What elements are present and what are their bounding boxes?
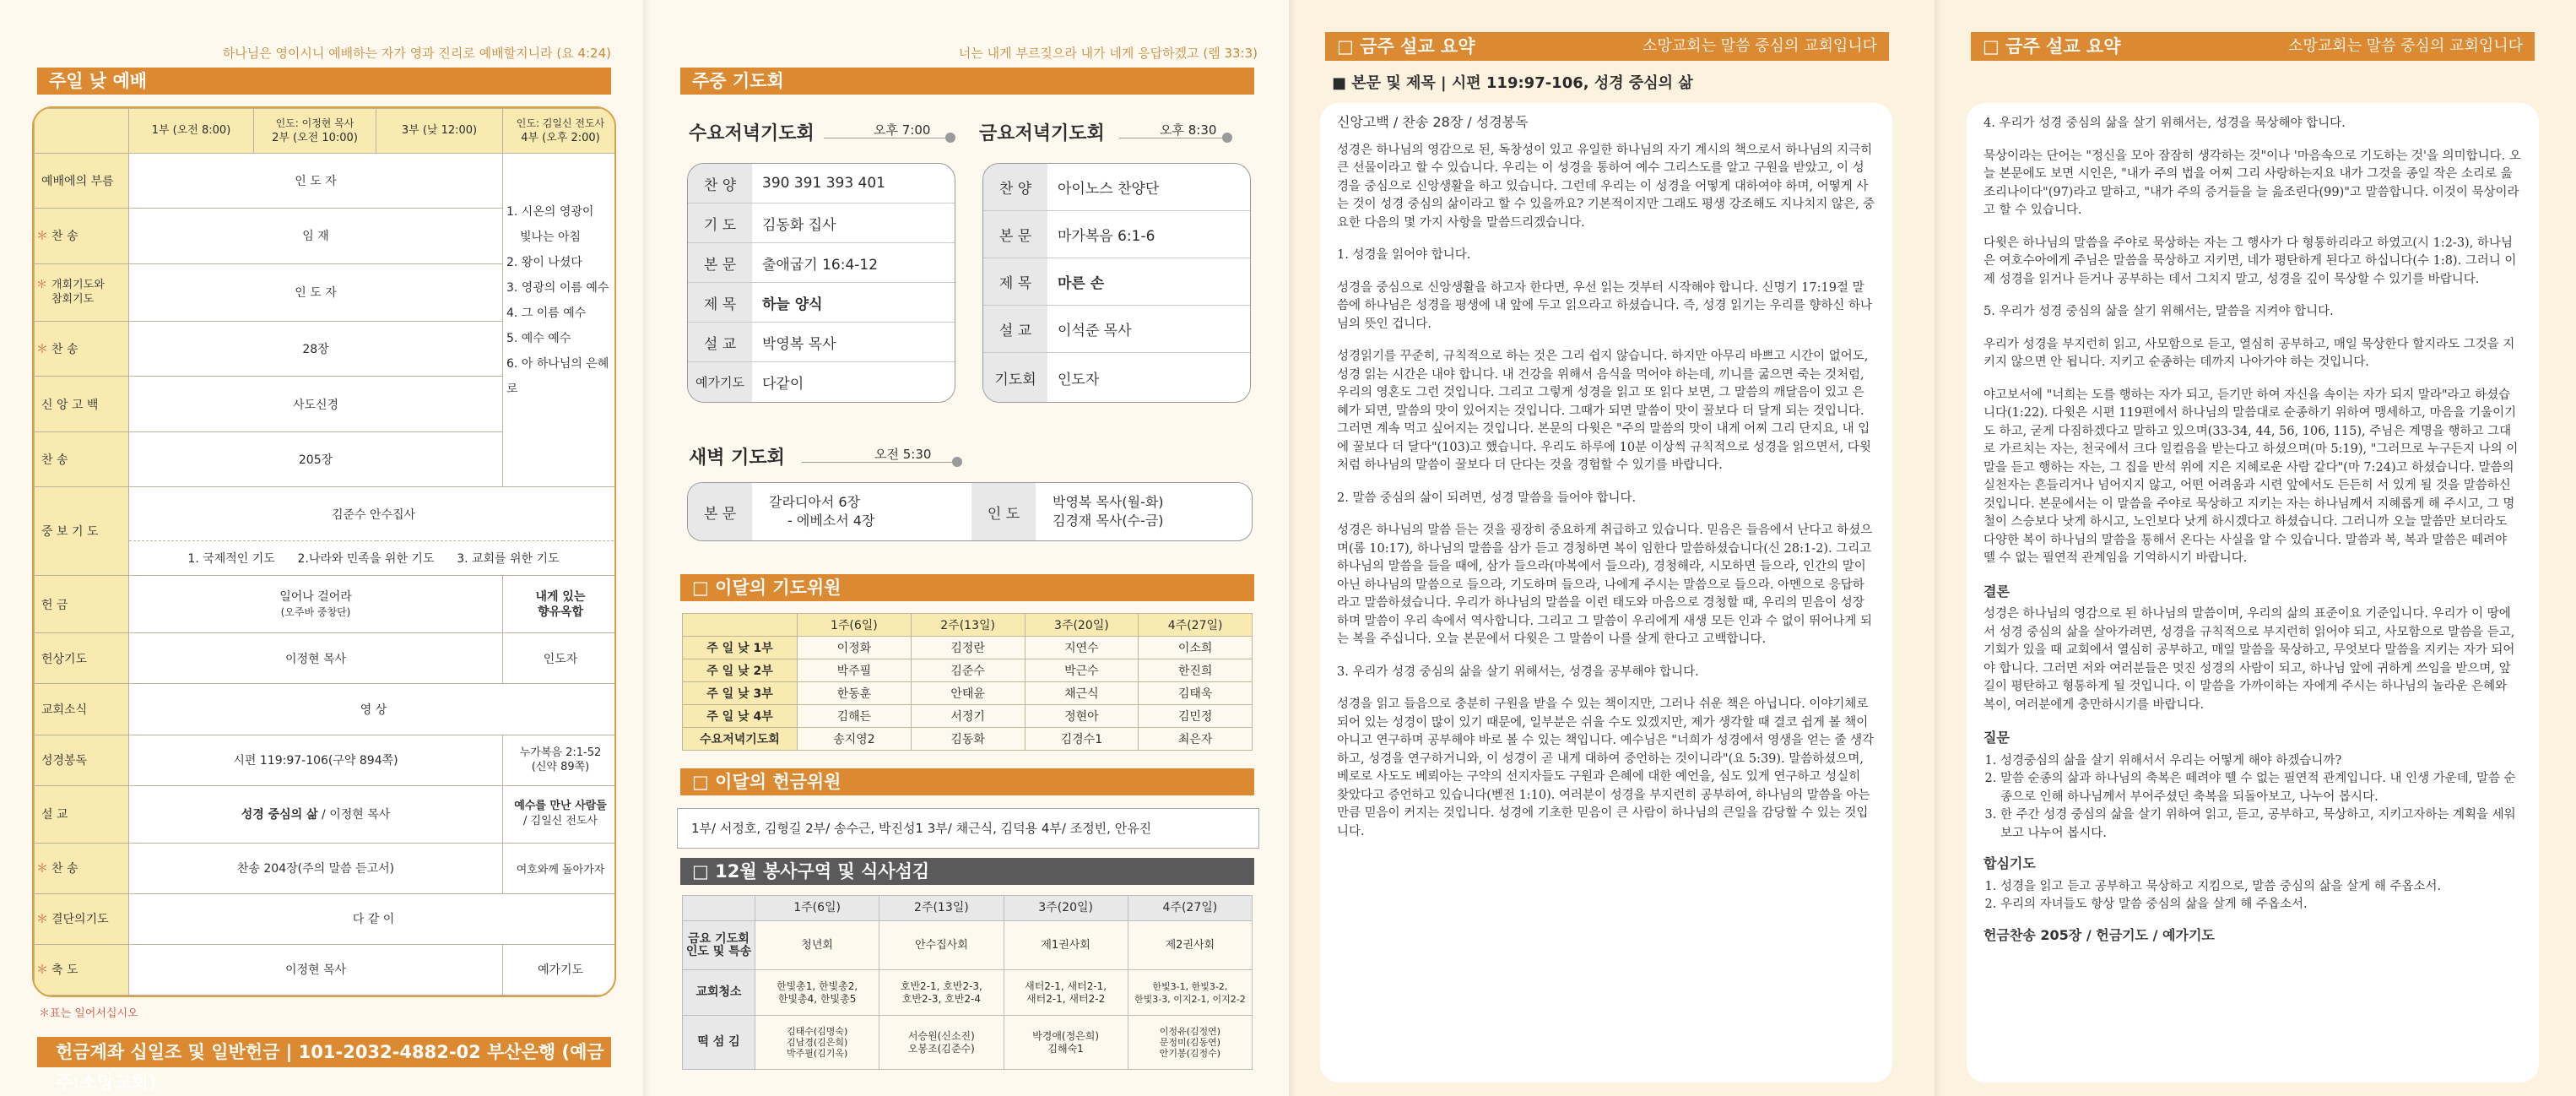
- row-value: 출애굽기 16:4-12: [762, 256, 879, 274]
- label-text: 찬 송: [51, 342, 78, 356]
- row-label: [35, 487, 129, 576]
- wed-row: [688, 164, 955, 203]
- stand-marker: ＊: [36, 862, 48, 876]
- section-title-2: 주중 기도회: [680, 68, 1254, 95]
- cell: 박근수: [1025, 659, 1139, 682]
- row-value: 찬송 204장(주의 말씀 듣고서): [129, 843, 503, 893]
- row-value: 마른 손: [1058, 275, 1105, 292]
- panel-sunday-worship: [0, 0, 643, 1096]
- cell: 김해든: [798, 705, 912, 728]
- col-head-2-leader: 인도: 이정현 목사: [275, 117, 354, 129]
- row-label: [35, 209, 129, 264]
- stand-marker: ＊: [36, 913, 48, 927]
- row-key: 설 교: [688, 323, 752, 361]
- sermon-title: 성경 중심의 삶: [241, 808, 318, 822]
- cell: 김동화: [911, 728, 1025, 751]
- sermon-header-title: □ 금주 설교 요약: [1983, 36, 2121, 57]
- row-label: 주 일 낮 1부: [683, 637, 798, 659]
- row-value-right: 인도자: [503, 633, 617, 684]
- row-key: 예가기도: [688, 362, 752, 402]
- hymn-list-4: [503, 153, 617, 487]
- verse-header-2: 너는 내게 부르짖으라 내가 네게 응답하겠고 (렘 33:3): [958, 46, 1258, 61]
- row-key: 인 도: [971, 483, 1036, 540]
- label-text: 헌상기도: [41, 652, 88, 666]
- row-label: 주 일 낮 3부: [683, 682, 798, 705]
- cell: 제1권사회: [1004, 921, 1128, 970]
- closing-line: 헌금찬송 205장 / 헌금기도 / 예가기도: [1983, 926, 2215, 943]
- offering-committee-list: 1부/ 서정호, 김형길 2부/ 송수근, 박진성1 3부/ 채근식, 김덕용 4부/ 조정빈, 안유진: [677, 808, 1259, 849]
- label-text: 찬 송: [51, 230, 78, 244]
- monthly-prayer-title: □ 이달의 기도위원: [680, 574, 1254, 601]
- row-value: 사도신경: [129, 377, 503, 432]
- fold-shadow: [1289, 0, 1301, 1096]
- offering-music: [129, 576, 503, 633]
- sermon-paragraph: 성경은 하나님의 말씀 듣는 것을 굉장히 중요하게 취급하고 있습니다. 믿음은 들음에서 난다고 하셨으며(롬 10:17), 하나님의 말씀을 삼가 듣고 경청하면 복이 임한다 말씀하셨습니다(신 28:1-2). 그리고 하나님의 말씀을 들을 때에, 삼가 들으라(마복에서 들으라), 경청해라, 시모하면 들으라, 인간의 말이 아닌 하나님의 말씀으로 들으라, 기도하며 들으라, 나에게 주시는 말씀으로 들으라. 아멘으로 응답하라고 말씀하셨습니다. 우리가 하나님의 말씀을 이런 태도와 마음으로 경청할 때, 우리의 믿음이 성장하며 말씀이 우리 속에서 역사합니다. 그리고 그 말씀이 우리에게 새생 모든 인과 수 없이 뛰어나게 되는 복을 주십니다. 오늘 본문에서 다윗은 그 말씀이 나를 살게 한다고 고백합니다.: [1337, 524, 1873, 646]
- row-value: 아이노스 찬양단: [1058, 181, 1160, 198]
- row-key: 제 목: [983, 258, 1047, 305]
- prayer-item: 2. 우리의 자녀들도 항상 말씀 중심의 삶을 살게 해 주옵소서.: [2000, 896, 2522, 914]
- prayer-list: [1983, 878, 2522, 914]
- row-label: [35, 785, 129, 843]
- fri-row: [983, 258, 1250, 306]
- offering-committee-title: □ 이달의 헌금위원: [680, 768, 1254, 795]
- dawn-leader-2: 김경재 목사(수-금): [1053, 513, 1164, 529]
- sermon-paragraph: 야고보서에 "너희는 도를 행하는 자가 되고, 듣기만 하여 자신을 속이는 자가 되지 말라"라고 하셨습니다(1:22). 다윗은 시편 119편에서 하나님의 말씀대로 순종하기 위하여 맹세하고, 마음을 기울이기도 하고, 굳게 다짐하겠다고 말하고 있으며(33-34, 44, 56, 106, 115), 주님은 계명을 행하고 그대로 가르치는 자는, 천국에서 크다 일컬음을 받는다고 하셨으며(마 5:19), "그러므로 누구든지 나의 이 말을 듣고 행하는 자는, 그 집을 반석 위에 지은 지혜로운 사람 같다"(마 7:24)고 하셨습니다. 말씀의 실천자는 흔들리거나 넘어지지 않고, 어떤 어려움과 시련 앞에서도 든든히 서 있게 될 것을 말씀하신 것입니다. 본문에서는 이 말씀을 주야로 묵상하고 지키는 자는 하나님께서 지혜롭게 해 주시고, 그 명철이 스승보다 낫게 하시고, 노인보다 낫게 하시겠다고 하셨습니다. 그러니까 오늘 말씀만 보더라도 다양한 복이 하나님의 말씀을 통해서 온다는 사실을 알 수 있습니다. 말씀과 복, 복과 말씀은 떼려야 뗄 수 없는 필연적 관계임을 기억하시기 바랍니다.: [1983, 388, 2519, 565]
- mh: 4주(27일): [1139, 614, 1253, 637]
- row-label: [35, 893, 129, 944]
- church-motto: 소망교회는 말씀 중심의 교회입니다: [2288, 37, 2523, 55]
- sermon-paragraph: 우리가 성경을 부지런히 읽고, 사모함으로 듣고, 열심히 공부하고, 매일 묵상한다 할지라도 그것을 지키지 않으면 안 됩니다. 지키고 순종하는 데까지 나아가야 하는 것입니다.: [1983, 337, 2515, 369]
- row-value: 인도자: [1058, 371, 1100, 388]
- conclusion-text: 성경은 하나님의 영감으로 된 하나님의 말씀이며, 우리의 삶의 표준이요 기준입니다. 우리가 이 땅에서 성경 중심의 삶을 살아가려면, 성경을 규칙적으로 부지런히 읽어야 되고, 사모함으로 말씀을 듣고, 기회가 있을 때 교회에서 열심히 공부하고, 매일 말씀을 묵상하고, 무엇보다 말씀을 지키는 자가 되어야 합니다. 그러면 저와 여러분들은 멋진 성경의 사람이 되고, 하나님 앞에 귀하게 쓰임을 받으며, 앞길이 평탄하고 형통하게 될 것입니다. 이 말씀을 가까이하는 자에게 주시는 하나님의 놀라운 은혜와 복이, 여러분에게 충만하시기를 바랍니다.: [1983, 607, 2515, 712]
- volunteer-title: □ 12월 봉사구역 및 식사섬김: [680, 858, 1254, 885]
- row-key: 찬 양: [688, 164, 752, 203]
- standing-note: ＊표는 일어서십시오: [39, 1007, 138, 1020]
- questions-list: [1983, 752, 2522, 844]
- row-value: 205장: [129, 431, 503, 487]
- vh: 1주(6일): [755, 896, 879, 921]
- sermon-point: 4. 우리가 성경 중심의 삶을 살기 위해서는, 성경을 묵상해야 합니다.: [1983, 117, 2346, 130]
- mh: 3주(20일): [1025, 614, 1139, 637]
- cell: 한진희: [1139, 659, 1253, 682]
- label-text: 헌 금: [41, 598, 68, 612]
- wed-time: 오후 7:00: [874, 122, 931, 138]
- church-motto: 소망교회는 말씀 중심의 교회입니다: [1642, 37, 1877, 55]
- sermon-paragraph: 성경읽기를 꾸준히, 규칙적으로 하는 것은 그리 쉽지 않습니다. 하지만 아무리 바쁘고 시간이 없어도, 성경 읽는 시간은 내야 합니다. 내 건강을 위해서 음식을 먹어야 하는데, 끼니를 굶으면 죽는 것처럼, 우리의 영혼도 그런 것입니다. 그리고 그렇게 성경을 읽고 또 읽다 보면, 그 말씀의 깨달음이 있고 은혜가 되면, 말씀의 맛이 있어지는 것입니다. 그때가 되면 말씀이 맛이 꿀보다 더 달게 되는 것입니다. 그러면 계속 먹고 싶어지는 것입니다. 본문의 다윗은 "주의 말씀의 맛이 내게 어찌 그리 단지요, 내 입에 꿀보다 더 달다"(103)고 했습니다. 우리도 하루에 10분 이상씩 규칙적으로 성경을 읽으면서, 다윗처럼 하나님의 말씀이 꿀보다 더 단다는 것을 경험할 수 있기를 바랍니다.: [1337, 350, 1871, 472]
- col-head-1: 1부 (오전 8:00): [129, 109, 254, 154]
- row-value: 김동화 집사: [762, 216, 836, 234]
- cell: 김태욱: [1139, 682, 1253, 705]
- dawn-leaders: [1036, 483, 1164, 540]
- section-title: 주일 낮 예배: [37, 68, 611, 95]
- label-text: 축 도: [51, 963, 78, 978]
- row-value: 하늘 양식: [762, 296, 823, 313]
- cell: 한빛3-1, 한빛3-2, 한빛3-3, 이지2-1, 이지2-2: [1128, 970, 1252, 1016]
- cell: 정현아: [1025, 705, 1139, 728]
- row-value: 이석준 목사: [1058, 323, 1132, 339]
- row-value: 이정현 목사: [129, 633, 503, 684]
- dot: [1222, 133, 1232, 143]
- fri-row: [983, 306, 1250, 353]
- row-value: 임 재: [129, 209, 503, 264]
- row-label: [35, 576, 129, 633]
- label-text: 성경봉독: [41, 754, 88, 768]
- hymn-item: 3. 영광의 이름 예수: [506, 280, 609, 295]
- offering-title: 일어나 걸어라: [279, 589, 352, 604]
- prayer-item: 3. 교회를 위한 기도: [457, 552, 560, 567]
- fri-prayer-title: 금요저녁기도회: [979, 123, 1105, 144]
- col-head-4-leader: 인도: 김일신 전도사: [516, 117, 605, 129]
- cell: 이소희: [1139, 637, 1253, 659]
- sermon-title-cell: [129, 785, 503, 843]
- sermon-point: 2. 말씀 중심의 삶이 되려면, 성경 말씀을 들어야 합니다.: [1337, 491, 1637, 505]
- cell: 박경애(정은희) 김해숙1: [1004, 1016, 1128, 1070]
- fri-row: [983, 164, 1250, 211]
- label-text: 신 앙 고 백: [41, 398, 99, 412]
- dawn-prayer-box: [687, 482, 1253, 541]
- row-label: [35, 633, 129, 684]
- question-item: 1. 성경중심의 삶을 살기 위해서서 우리는 어떻게 해야 하겠습니까?: [2000, 752, 2522, 771]
- row-value-right: 여호와께 돌아가자: [503, 843, 617, 893]
- row-label: [35, 735, 129, 785]
- col-head-2-time: 2부 (오전 10:00): [272, 131, 358, 144]
- hymn-item: 5. 예수 예수: [506, 331, 571, 345]
- fri-row: [983, 211, 1250, 258]
- wed-row: [688, 243, 955, 283]
- row-label: 교회청소: [683, 970, 755, 1016]
- row-key: 기 도: [688, 203, 752, 242]
- offering-sub: (오주바 중창단): [280, 605, 351, 618]
- hymn-item: 4. 그 이름 예수: [506, 306, 587, 320]
- row-key: 기도회: [983, 353, 1047, 402]
- mh: 1주(6일): [798, 614, 912, 637]
- row-label: 주 일 낮 2부: [683, 659, 798, 682]
- label-text: 중 보 기 도: [41, 525, 99, 540]
- vh: 3주(20일): [1004, 896, 1128, 921]
- cell: 제2권사회: [1128, 921, 1252, 970]
- mh: 2주(13일): [911, 614, 1025, 637]
- cell: 최은자: [1139, 728, 1253, 751]
- row-key: 본 문: [983, 211, 1047, 258]
- cell: 청년회: [755, 921, 879, 970]
- row-label: [35, 843, 129, 893]
- row-value: 이정현 목사: [129, 944, 503, 995]
- fri-time: 오후 8:30: [1160, 122, 1217, 138]
- row-value: 인 도 자: [129, 263, 503, 321]
- col-head-2: [254, 109, 376, 154]
- cell: 새터2-1, 새터2-1, 새터2-1, 새터2-2: [1004, 970, 1128, 1016]
- stand-marker: ＊: [36, 342, 48, 356]
- row-label: [35, 431, 129, 487]
- monthly-prayer-table: [682, 613, 1253, 751]
- cell: 서정기: [911, 705, 1025, 728]
- offering-account-bar: 헌금계좌 십일조 및 일반헌금 | 101-2032-4882-02 부산은행 (예금주:소망교회): [37, 1037, 611, 1067]
- row-value: 시편 119:97-106(구약 894쪽): [129, 735, 503, 785]
- sermon-card-1: [1320, 103, 1892, 1082]
- label-text: 결단의기도: [51, 913, 109, 927]
- question-item: 3. 한 주간 성경 중심의 삶을 살기 위하여 읽고, 듣고, 공부하고, 묵상하고, 지키고자하는 계획을 세워보고 나누어 봅시다.: [2000, 806, 2522, 843]
- sermon-body-2: [1983, 115, 2522, 944]
- sermon-paragraph: 다윗은 하나님의 말씀을 주야로 묵상하는 자는 그 행사가 다 형통하리라고 하였고(시 1:2-3), 하나님은 여호수아에게 주님은 말씀을 묵상하고 지키면, 네가 평탄하게 된다고 하십니다(수 1:8). 그러니 이제 성경을 읽거나 듣거나 공부하는 데서 그치지 말고, 성경을 깊이 묵상할 수 있기를 바랍니다.: [1983, 236, 2517, 286]
- hymn-item: 6. 아 하나님의 은혜로: [506, 356, 609, 396]
- row-label: [35, 321, 129, 377]
- questions-heading: 질문: [1983, 730, 2010, 746]
- row-label: [35, 944, 129, 995]
- wed-row: [688, 362, 955, 402]
- row-label: 주 일 낮 4부: [683, 705, 798, 728]
- label-text: 개회기도와 참회기도: [51, 279, 105, 307]
- row-value: 인 도 자: [129, 153, 503, 209]
- cell: 김준수: [911, 659, 1025, 682]
- sermon-intro: 신앙고백 / 찬송 28장 / 성경봉독: [1337, 114, 1529, 130]
- sermon-paragraph: 묵상이라는 단어는 "정신을 모아 잠잠히 생각하는 것"이나 '마음속으로 기도하는 것'을 의미합니다. 오늘 본문에도 보면 시인은, "내가 주의 법을 어찌 그리 사랑하는지요 내가 그것을 종일 작은 소리로 읊조리나이다"(97)라고 말하고, "내가 주의 증거들을 늘 읊조린다(99)"고 말씀합니다. 이것이 묵상이라고 할 수 있습니다.: [1983, 149, 2521, 217]
- question-item: 2. 말씀 순종의 삶과 하나님의 축복은 떼려야 뗄 수 없는 필연적 관계입니다. 내 인생 가운데, 말씀 순종으로 인해 하나님께서 부어주셨던 축복을 되돌아보고, 나누어 봅시다.: [2000, 770, 2522, 806]
- row-value: 박영복 목사: [762, 335, 836, 353]
- vh: [683, 896, 755, 921]
- sermon-header-2: [1971, 32, 2535, 61]
- row-label: [35, 153, 129, 209]
- prayer-item: 2.나라와 민족을 위한 기도: [297, 552, 435, 567]
- row-key: 본 문: [688, 483, 752, 540]
- label-text: 교회소식: [41, 703, 88, 717]
- row-label: 떡 섬 김: [683, 1016, 755, 1070]
- fold-shadow: [643, 0, 655, 1096]
- sermon-header: [1325, 32, 1889, 61]
- vh: 4주(27일): [1128, 896, 1252, 921]
- cell: 한동훈: [798, 682, 912, 705]
- row-value-right: 예가기도: [503, 944, 617, 995]
- cell: 지연수: [1025, 637, 1139, 659]
- prayer-heading: 합심기도: [1983, 855, 2036, 871]
- col-head-4: [503, 109, 617, 154]
- cell: 김경수1: [1025, 728, 1139, 751]
- sermon-point: 5. 우리가 성경 중심의 삶을 살기 위해서는, 말씀을 지켜야 합니다.: [1983, 305, 2334, 318]
- sermon-point: 3. 우리가 성경 중심의 삶을 살기 위해서는, 성경을 공부해야 합니다.: [1337, 665, 1699, 679]
- dawn-text-1: 갈라디아서 6장: [769, 494, 861, 510]
- cell: 호반2-1, 호반2-3, 호반2-3, 호반2-4: [879, 970, 1004, 1016]
- wed-prayer-title: 수요저녁기도회: [689, 123, 814, 144]
- wed-prayer-box: [687, 163, 955, 403]
- sermon-passage-title: ■ 본문 및 제목 | 시편 119:97-106, 성경 중심의 삶: [1332, 74, 1693, 92]
- cell: 김태수(김명숙) 김남경(김은희) 박주필(김기옥): [755, 1016, 879, 1070]
- cell: 이정유(김정연) 문정미(김동연) 안기봉(김정수): [1128, 1016, 1252, 1070]
- row-value-right: 누가복음 2:1-52 (신약 89쪽): [503, 735, 617, 785]
- cell: 송지영2: [798, 728, 912, 751]
- label-text: 예배에의 부름: [41, 174, 114, 188]
- prayer-item: 1. 국제적인 기도: [187, 552, 275, 567]
- row-key: 제 목: [688, 283, 752, 322]
- row-value: 390 391 393 401: [762, 175, 886, 192]
- dawn-time: 오전 5:30: [874, 447, 932, 462]
- fri-prayer-box: [982, 163, 1251, 403]
- cell: 안수집사회: [879, 921, 1004, 970]
- cell: 박주필: [798, 659, 912, 682]
- hymn-item: 2. 왕이 나셨다: [506, 255, 582, 269]
- wed-row: [688, 203, 955, 243]
- stand-marker: ＊: [36, 963, 48, 978]
- verse-header: 하나님은 영이시니 예배하는 자가 영과 진리로 예배할지니라 (요 4:24): [222, 46, 611, 61]
- cell: 채근식: [1025, 682, 1139, 705]
- row-value: 28장: [129, 321, 503, 377]
- dawn-prayer-title: 새벽 기도회: [689, 448, 785, 469]
- dot: [952, 457, 962, 467]
- row-label: 금요 기도회 인도 및 특송: [683, 921, 755, 970]
- volunteer-table: [682, 895, 1253, 1070]
- row-label: [35, 377, 129, 432]
- label-text: 찬 송: [51, 862, 78, 876]
- prayer-item: 1. 성경을 읽고 듣고 공부하고 묵상하고 지킴으로, 말씀 중심의 삶을 살게 해 주옵소서.: [2000, 878, 2522, 897]
- cell: 이정화: [798, 637, 912, 659]
- col-head-blank: [35, 109, 129, 154]
- cell: 김정란: [911, 637, 1025, 659]
- prayer-leader: 김준수 안수집사: [129, 487, 617, 540]
- wed-row: [688, 323, 955, 362]
- sermon-paragraph: 성경을 중심으로 신앙생활을 하고자 한다면, 우선 읽는 것부터 시작해야 합니다. 신명기 17:19절 말씀에 하나님은 성경을 평생에 내 앞에 두고 읽으라고 하셨습니다. 즉, 성경 읽기는 우리를 향하신 하나님의 뜻인 겁니다.: [1337, 280, 1873, 331]
- sermon-right-title: 예수를 만난 사람들: [514, 800, 607, 813]
- offering-right: 내게 있는 향유옥합: [503, 576, 617, 633]
- sermon-right: [503, 785, 617, 843]
- fri-row: [983, 353, 1250, 402]
- row-label: [35, 684, 129, 735]
- col-head-4-time: 4부 (오후 2:00): [521, 131, 600, 144]
- row-key: 설 교: [983, 306, 1047, 352]
- hymn-item: 빛나는 아침: [520, 230, 582, 244]
- row-label: [35, 263, 129, 321]
- sermon-card-2: [1967, 103, 2539, 1082]
- wed-row: [688, 283, 955, 323]
- row-label: 수요저녁기도회: [683, 728, 798, 751]
- row-value: 다 같 이: [129, 893, 617, 944]
- cell: 한빛총1, 한빛총2, 한빛총4, 한빛총5: [755, 970, 879, 1016]
- sermon-paragraph: 성경은 하나님의 영감으로 된, 독창성이 있고 유일한 하나님의 자기 계시의 책으로서 하나님의 지극히 큰 선물이라고 할 수 있습니다. 우리는 이 성경을 통하여 예수 그리스도를 알고 구원을 받았고, 이 성경을 중심으로 신앙생활을 하고 있습니다. 그런데 우리는 이 성경을 어떻게 대하여야 하며, 어떻게 사는 것이 성경 중심의 삶이라고 할 수 있을까요? 기본적이지만 그래도 평생 강조해도 지나치지 않은, 중요한 다음의 몇 가지 사항을 말씀드리겠습니다.: [1337, 143, 1875, 230]
- sermon-preacher: / 이정현 목사: [317, 808, 391, 822]
- cell: 서승원(신소진) 오봉조(김준수): [879, 1016, 1004, 1070]
- conclusion-heading: 결론: [1983, 583, 2010, 600]
- prayer-items: [129, 540, 617, 576]
- row-key: 본 문: [688, 243, 752, 282]
- order-of-worship-table: [32, 106, 616, 997]
- row-value: 마가복음 6:1-6: [1058, 228, 1155, 245]
- cell: 김민정: [1139, 705, 1253, 728]
- dawn-text-2: - 에베소서 4장: [787, 513, 875, 529]
- sermon-body-1: [1337, 113, 1875, 841]
- stand-marker: ＊: [36, 279, 48, 292]
- hymn-item: 1. 시온의 영광이: [506, 204, 594, 219]
- sermon-paragraph: 성경을 읽고 들음으로 충분히 구원을 받을 수 있는 책이지만, 그러나 쉬운 책은 아닙니다. 이야기체로 되어 있는 성경이 많이 있기 때문에, 일부분은 쉬울 수도 있겠지만, 제가 생각할 때 결코 쉽게 볼 책이 아니고 연구하며 공부해야 바로 볼 수 있는 책입니다. 예수님은 "너희가 성경에서 영생을 얻는 줄 생각하고, 성경을 연구하거니와, 이 성경이 곧 내게 대하여 증언하는 것이니라"(요 5:39). 말씀하셨으며, 베로로 사도도 베뢰아는 구약의 선지자들도 구원과 은혜에 대한 예언을, 심도 있게 연구하고 성실히 찾았다고 증언하고 있습니다(벧전 1:10). 여러분이 성경을 부지런히 공부하여, 하나님의 말씀을 아는 만큼 믿음이 커지는 것입니다. 성경에 기초한 믿음이 큰 사람이 하나님의 큰일을 감당할 수 있는 것입니다.: [1337, 697, 1875, 838]
- sermon-right-preacher: / 김일신 전도사: [523, 815, 598, 828]
- dawn-text: [752, 483, 971, 540]
- dot: [945, 133, 955, 143]
- label-text: 찬 송: [41, 453, 68, 468]
- row-value: 다같이: [762, 376, 804, 393]
- vh: 2주(13일): [879, 896, 1004, 921]
- sermon-header-title: □ 금주 설교 요약: [1337, 36, 1475, 57]
- dawn-leader-1: 박영복 목사(월-화): [1053, 494, 1164, 510]
- fold-shadow: [1935, 0, 1946, 1096]
- row-value: 영 상: [129, 684, 617, 735]
- row-key: 찬 양: [983, 164, 1047, 210]
- stand-marker: ＊: [36, 230, 48, 244]
- mh: [683, 614, 798, 637]
- sermon-point: 1. 성경을 읽어야 합니다.: [1337, 248, 1471, 262]
- cell: 안태윤: [911, 682, 1025, 705]
- hymn-list-inner: [506, 159, 614, 402]
- col-head-3: 3부 (낮 12:00): [376, 109, 503, 154]
- label-text: 설 교: [41, 808, 68, 822]
